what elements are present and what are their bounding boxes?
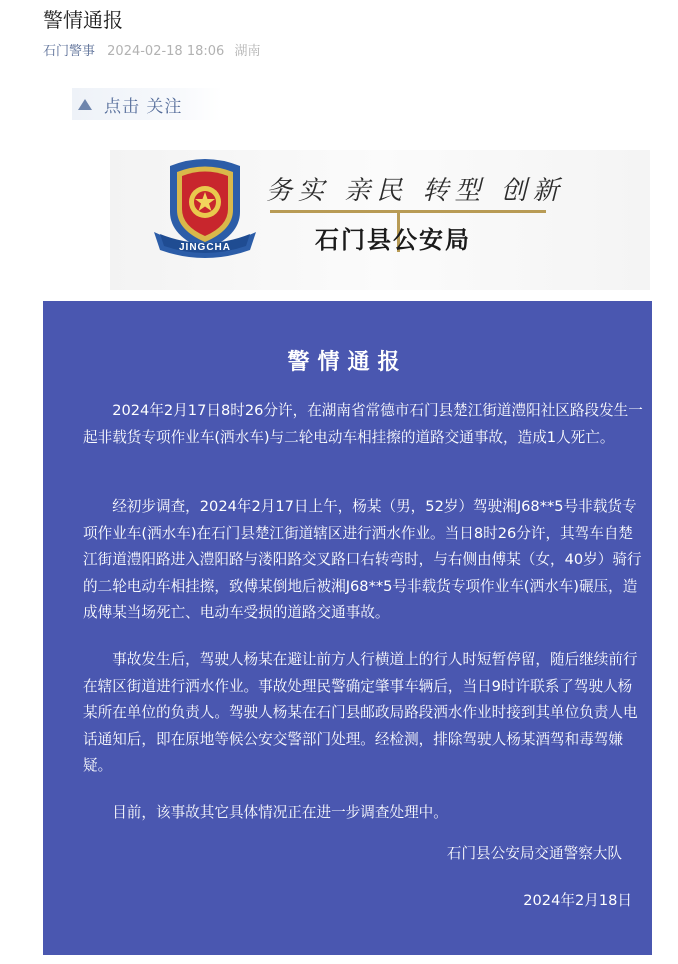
article-title: 警情通报 [43,8,123,32]
notice-paragraph-4: 目前，该事故其它具体情况正在进一步调查处理中。 [112,804,448,821]
notice-title: 警情通报 [287,350,408,375]
badge-text: JINGCHA [178,242,232,253]
author-link[interactable]: 石门警事 [43,44,96,59]
notice-signature: 石门县公安局交通警察大队 [446,845,622,862]
police-badge-icon [150,154,260,262]
follow-bar[interactable] [72,88,222,120]
publish-location: 湖南 [234,44,261,59]
triangle-up-icon [78,99,92,110]
publish-date: 2024-02-18 18:06 [107,44,225,59]
police-banner [110,150,650,290]
article-meta [43,43,260,61]
notice-panel [43,301,652,955]
slogan: 务实 亲民 转型 创新 [266,176,565,206]
notice-paragraph-2: 经初步调查，2024年2月17日上午，杨某（男，52岁）驾驶湘J68**5号非载货专项作业车(洒水车)在石门县楚江街道辖区进行洒水作业。当日8时26分许，其驾车自楚江街道澧阳路进入澧阳路与溇阳路交叉路口右转弯时，与右侧由傅某（女，40岁）骑行的二轮电动车相挂擦，致傅某倒地后被湘J68**5号非载货专项作业车(洒水车)碾压，造成傅某当场死亡、电动车受损的道路交通事故。 [83,498,642,621]
notice-paragraph-1: 2024年2月17日8时26分许，在湖南省常德市石门县楚江街道澧阳社区路段发生一起非载货专项作业车(洒水车)与二轮电动车相挂擦的道路交通事故，造成1人死亡。 [83,402,643,446]
org-name: 石门县公安局 [315,225,471,254]
notice-signed-date: 2024年2月18日 [523,892,632,909]
notice-paragraph-3: 事故发生后，驾驶人杨某在避让前方人行横道上的行人时短暂停留，随后继续前行在辖区街道进行洒水作业。事故处理民警确定肇事车辆后，当日9时许联系了驾驶人杨某所在单位的负责人。驾驶人杨某在石门县邮政局路段洒水作业时接到其单位负责人电话通知后，即在原地等候公安交警部门处理。经检测，排除驾驶人杨某酒驾和毒驾嫌疑。 [83,651,638,774]
follow-label: 点击 关注 [104,96,183,117]
banner-divider [270,210,546,213]
